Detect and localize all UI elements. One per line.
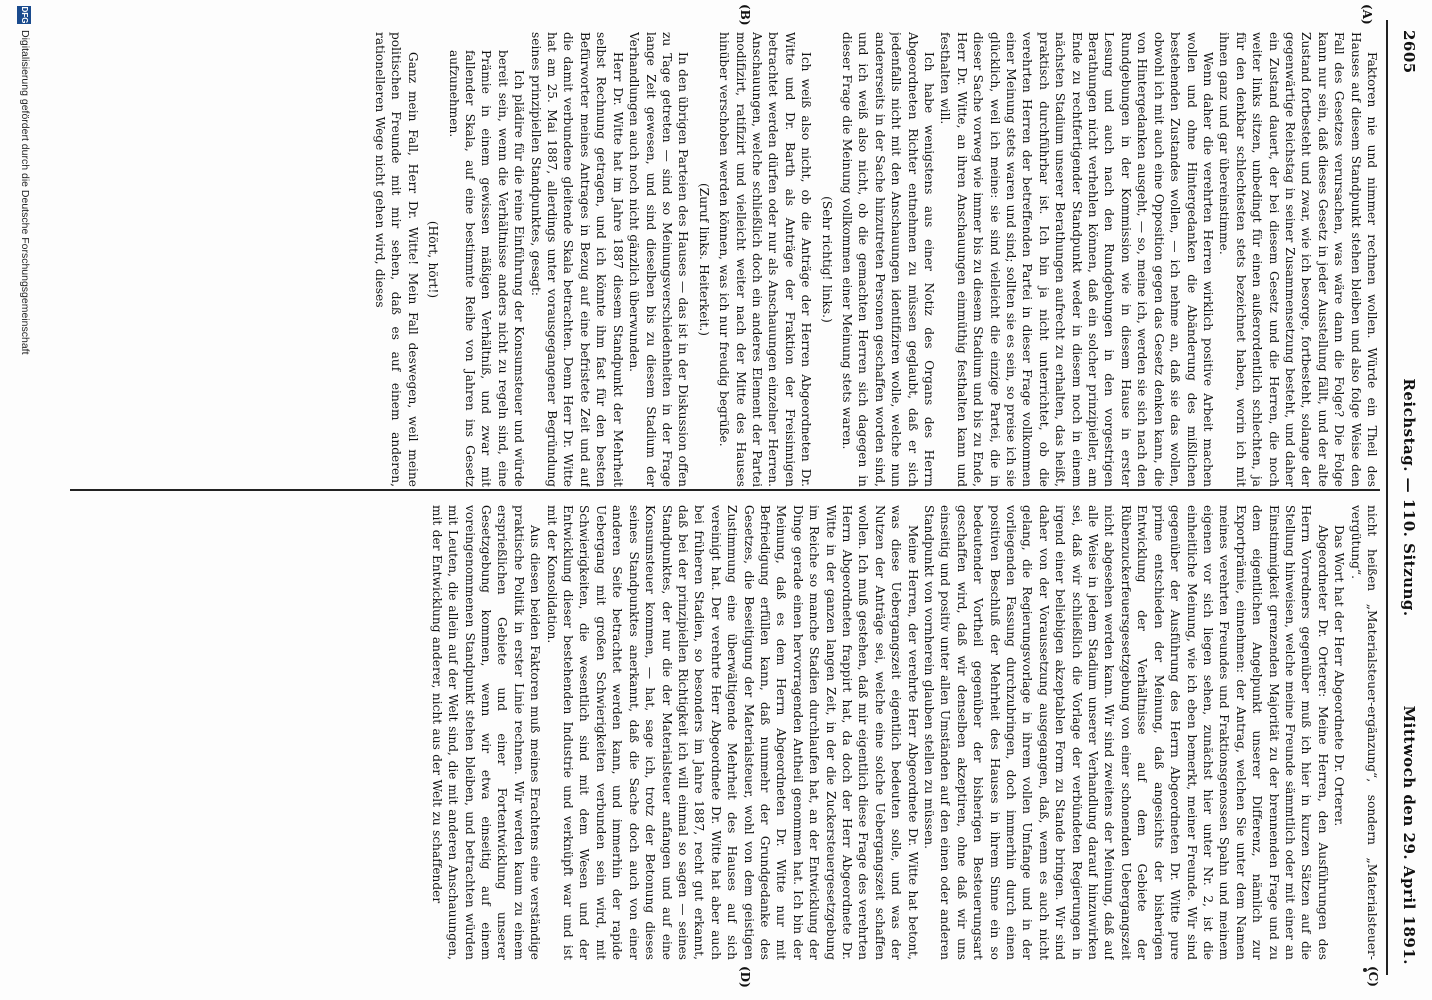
left-paragraph: Ganz mein Fall, Herr Dr. Witte! Mein Fall deswegen, weil meine politischen Freunde mit mir sehen, daß es auf einem anderen, rationelleren Wege nicht gehen wird, dieses	[373, 32, 420, 487]
left-interjection: (Zuruf links. Heiterkeit.)	[696, 183, 711, 336]
page-number: 2605	[1400, 30, 1418, 74]
column-divider	[70, 489, 1380, 491]
margin-mark-c: (C)	[1366, 966, 1380, 987]
left-quotation: Ich plädire für die reine Einführung der Konsumsteuer und würde bereit sein, wenn die Verhältnisse anders nicht zu regeln sind, eine Prämie in einem gewissen mäßigen Verhältniß, und zwar mit fallender Skala, auf eine bestimmte Reihe von Jahren ins Gesetz aufzunehmen.	[446, 50, 527, 487]
left-paragraph: Faktoren nie und nimmer rechnen wollen. Würde ein Theil des Hauses auf diesem Standpunkt stehen bleiben und also folge Weise den Fall des Gesetzes verursachen, was wäre dann die Folge? Die Folge kann nur sein, daß dieses Gesetz in jeder Ausstellung fällt, und der alte Zustand fortbesteht und zwar, wie ich besorge, fortbesteht, solange der gegenwärtige Reichstag in seiner Zusammensetzung besteht, und daher ein Zustand dauert, der bei diesem Gesetz und die Herren, die noch weiter links sitzen, unbedingt für einen außerordentlich schlechten, ja für den denkbar schlechtesten stets bezeichnet haben, worin ich mit ihnen ganz und gar übereinstimme.	[1217, 32, 1379, 487]
right-paragraph: Das Wort hat der Herr Abgeordnete Dr. Orterer.	[1332, 525, 1347, 827]
left-interjection: (Hört, hört!)	[426, 220, 441, 299]
left-paragraph: Wenn daher die verehrten Herren wirklich positive Arbeit machen wollen und ohne Hintergedanken die Abänderung des mißlichen bestehenden Zustandes wollen, — ich nehme an, daß sie das wollen, obwohl ich mit auch eine Opposition gegen das Gesetz denken kann, die von Hintergedanken ausgeht, — so, meine ich, werden sie sich nach den Rundgebungen in der Kommission wie in diesem Hause in erster Lesung und auch nach den Rundgebungen in den vorgestrigen Berathungen nicht verhehlen können, daß ein solcher prinzipieller, am Ende zu rechtfertigender Standpunkt weder in diesem noch in einem nächsten Stadium unserer Berathungen aufrecht zu erhalten, das heißt, praktisch durchführbar ist. Ich bin ja nicht unterrichtet, ob die verehrten Herren der betreffenden Partei in dieser Frage vollkommen einer Meinung stets waren und sind; sollten sie es sein, so preise ich sie glücklich, weil ich meine: sie sind vielleicht die einzige Partei, die in dieser Sache vorweg wie immer bis zu diesem Stadium und bis zu Ende, Herr Dr. Witte, an ihren Anschauungen einmüthig festhalten kann und festhalten will.	[938, 32, 1215, 487]
right-paragraph: Abgeordneter Dr. Orterer: Meine Herren, den Ausführungen des Herrn Vorredners gegenüber muß ich hier in kurzen Sätzen auf die Stellung hinweisen, welche meine Freunde sämmtlich oder mit einer an Einstimmigkeit grenzenden Majorität zu der brennenden Frage und zu dem eigentlichen Angelpunkt unserer Differenz, nämlich zur Exportprämie, einnehmen: der Antrag, welchen Sie unter dem Namen meines verehrten Freundes und Fraktionsgenossen Spahn und meinem eigenen vor sich liegen sehen, zunächst hier unter Nr. 2, ist die einheitliche Meinung, wie ich eben bemerkt, meiner Freunde. Wir sind gegenüber der Ausführung des Herrn Abgeordneten Dr. Witte pure prime entschieden der Meinung, daß angesichts der bisherigen Entwicklung der Verhältnisse auf dem Gebiete der Rübenzuckerfeuersgesetzgebung von einer schonenden Uebergangszeit nicht abgesehen werden kann. Wir sind zweitens der Meinung, daß auf alle Weise in jedem Stadium unserer Verhandlung darauf hinzuwirken sei, daß wir schließlich die Vorlage der verbündeten Regierungen in irgend einer beliebigen akzeptablen Form zu Stande bringen. Wir sind daher von der Voraussetzung ausgegangen, daß, wenn es auch nicht gelang, die Regierungsvorlage in ihrem vollen Umfange und in der vorliegenden Fassung durchzubringen, doch immerhin durch einen positiven Beschluß der Mehrheit des Hauses in ihrem Sinne ein so bedeutender Vortheil gegenüber der bisherigen Besteuerungsart geschaffen wird, daß wir denselben akzeptiren, ohne daß wir uns einseitig und positiv unter allen Umständen auf den einen oder anderen Standpunkt von vornherein glauben stellen zu müssen.	[922, 505, 1330, 960]
left-paragraph: Ich weiß also nicht, ob die Anträge der Herren Abgeordneten Dr. Witte und Dr. Barth als Anträge der Fraktion der Freisinnigen betrachtet werden dürfen oder nur als Anschauungen einzelner Herren. Anschauungen, welche schließlich doch ein anderes Element der Partei modifizirt, ratifizirt und vielleicht weiter nach der Mitte des Hauses hinüber verschoben werden können, was ich nur freudig begrüße.	[717, 32, 814, 487]
left-paragraph: Ich habe wenigstens aus einer Notiz des Organs des Herrn Abgeordneten Richter entnehmen zu müssen geglaubt, daß er sich jedenfalls nicht mit den Anschauungen identifiziren wolle, welche nun andererseits in der Sache hinzutreten Personen geschaffen worden sind, und ich weiß also nicht, ob die gemachten Herren sich dagegen in dieser Frage die Meinung vollkommen einer Meinung stets waren.	[840, 32, 937, 487]
page-footer	[7, 0, 37, 1000]
right-paragraph: Meine Herren, der verehrte Herr Abgeordnete Dr. Witte hat betont, was diese Uebergangszeit eigentlich bedeuten solle, und was der Nutzen der Anträge sei, welche eine solche Uebergangszeit schaffen wollen. Ich muß gestehen, daß mir eigentlich diese Frage des verehrten Herrn Abgeordneten frappirt hat, da doch der Herr Abgeordnete Dr. Witte in der ganzen langen Zeit, in der die Zuckersteuergesetzgebung im Reiche so manche Stadien durchlaufen hat, an der Entwicklung der Dinge gerade einen hervorragenden Antheil genommen hat. Ich bin der Meinung, daß es dem Herrn Abgeordneten Dr. Witte nur mit Befriedigung erfüllen kann, daß nunmehr der Grundgedanke des Gesetzes, die Beseitigung der Materialsteuer, wohl von dem geistigen Zustimmung eine überwältigende Mehrheit des Hauses auf sich vereinigt hat. Der verehrte Herr Abgeordnete Dr. Witte hat aber auch bei früheren Stadien, so besonders im Jahre 1887, recht gut erkannt, daß bei der prinzipiellen Richtigkeit ich will einmal so sagen — seines Standpunktes, der nur die der Materialsteuer anfangen und auf eine Konsumsteuer kommen, — hat, sage ich, trotz der Betonung dieses seines Standpunktes anerkannt, daß die Sache doch auch von einer anderen Seite betrachtet werden kann, und immerhin der rapide Uebergang mit großen Schwierigkeiten verbunden sein wird, mit Schwierigkeiten, die wesentlich sind mit dem Wesen und der Entwicklung dieser bestehenden Industrie und verknüpft war und ist mit der Konsolidation.	[544, 505, 920, 960]
margin-mark-b: (B)	[738, 4, 752, 26]
page-header	[1386, 20, 1432, 975]
header-date: Mittwoch den 29. April 1891.	[1400, 705, 1418, 965]
text-column-left	[85, 32, 1380, 487]
left-paragraph: Herr Dr. Witte hat im Jahre 1887 diesem Standpunkt der Mehrheit selbst Rechnung getragen, und ich könnte ihm fast für den besten Befürworter meines Antrages in Bezug auf eine befristete Zeit und auf die damit verbundene gleitende Skala betrachten. Denn Herr Dr. Witte hat am 25. Mai 1887, allerdings unter vorausgegangener Begründung seines prinzipiellen Standpunktes, gesagt:	[528, 32, 625, 487]
dfg-logo: DFG	[17, 6, 31, 24]
text-column-right	[85, 505, 1380, 960]
header-title: Reichstag. — 110. Sitzung.	[1400, 378, 1418, 617]
left-paragraph: In den übrigen Parteien des Hauses — das ist in der Diskussion offen zu Tage getreten — sind so Meinungsverschiedenheiten in der Frage lange Zeit gewesen, und sind dieselben bis zu diesem Stadium der Verhandlungen auch noch nicht gänzlich überwunden.	[627, 32, 691, 487]
funding-note: Digitalisierung gefördert durch die Deutsche Forschungsgemeinschaft	[19, 30, 31, 355]
margin-mark-d: (D)	[738, 966, 752, 988]
right-paragraph: Aus diesen beiden Faktoren muß meines Erachtens eine verständige praktische Politik in erster Linie rechnen. Wir werden kaum zu einem ersprießlichen Gebiete und einer Fortentwicklung unserer Gesetzgebung kommen, wenn wir etwa einseitig auf einem voreingenommenen Standpunkt stehen bleiben, und betrachten würden mit Leuten, die allein auf der Welt sind, die mit anderen Anschauungen, mit der Entwicklung anderer, nicht aus der Welt zu schaffender	[429, 505, 543, 960]
margin-mark-a: (A)	[1360, 4, 1374, 25]
left-interjection: (Sehr richtig! links.)	[819, 196, 834, 323]
right-paragraph: nicht heißen „Materialsteuer-ergänzung“, sondern „Materialsteuer-vergütung“.	[1348, 505, 1379, 960]
